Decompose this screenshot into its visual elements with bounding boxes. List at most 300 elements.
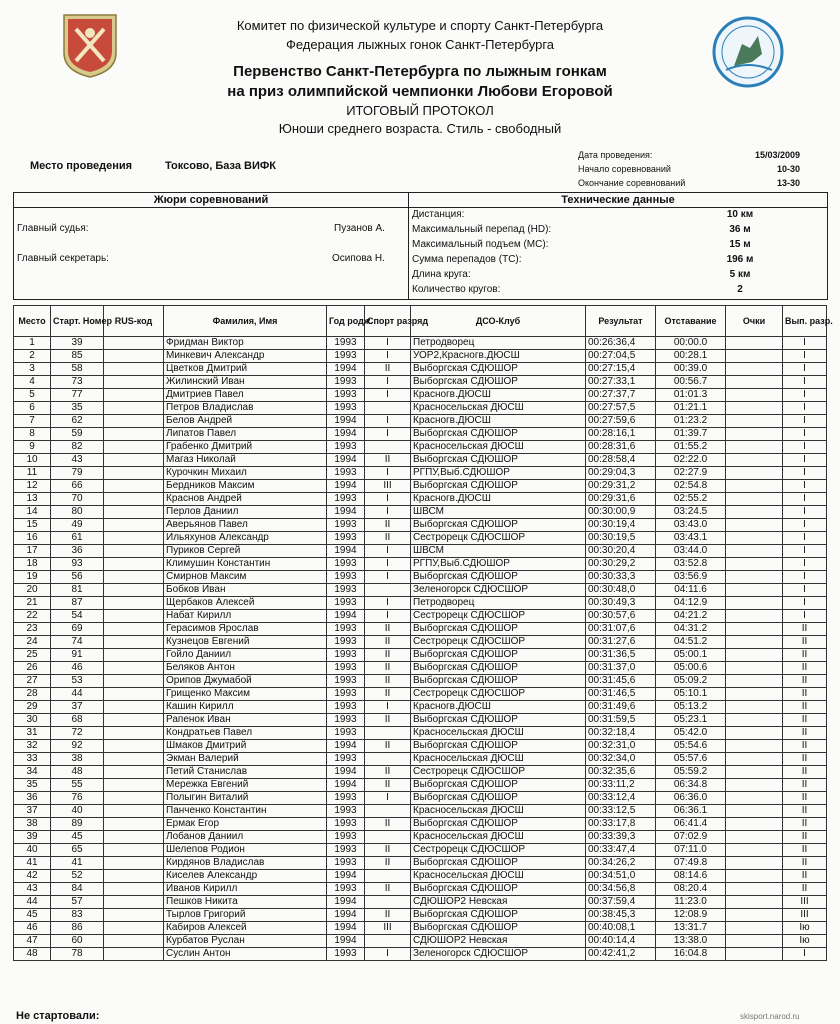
table-row [14, 662, 827, 675]
cell-rus-code [104, 831, 164, 844]
cell-name: Грабенко Дмитрий [164, 441, 327, 454]
cell-name: Мережка Евгений [164, 779, 327, 792]
cell-place: 18 [14, 558, 51, 571]
cell-rank [365, 805, 411, 818]
cell-rus-code [104, 493, 164, 506]
cell-club: УОР2,Красногв.ДЮСШ [411, 350, 586, 363]
cell-place: 31 [14, 727, 51, 740]
cell-achieved-rank: I [783, 428, 827, 441]
cell-rank: II [365, 688, 411, 701]
chief-judge-label: Главный судья: [17, 223, 89, 234]
cell-rank: II [365, 662, 411, 675]
cell-name: Кашин Кирилл [164, 701, 327, 714]
cell-club: Выборгская СДЮШОР [411, 480, 586, 493]
cell-rank: I [365, 948, 411, 961]
cell-achieved-rank: I [783, 571, 827, 584]
cell-achieved-rank: Iю [783, 935, 827, 948]
cell-rank: II [365, 623, 411, 636]
cell-points [726, 415, 783, 428]
table-row [14, 376, 827, 389]
cell-year: 1993 [327, 571, 365, 584]
cell-result: 00:26:36,4 [586, 337, 656, 350]
cell-year: 1993 [327, 636, 365, 649]
cell-place: 34 [14, 766, 51, 779]
cell-gap: 02:27.9 [656, 467, 726, 480]
tech-value-laps: 2 [737, 284, 743, 295]
table-row [14, 714, 827, 727]
cell-result: 00:31:27,6 [586, 636, 656, 649]
cell-points [726, 571, 783, 584]
cell-bib: 43 [51, 454, 104, 467]
cell-result: 00:27:04,5 [586, 350, 656, 363]
cell-bib: 54 [51, 610, 104, 623]
table-row [14, 584, 827, 597]
cell-points [726, 363, 783, 376]
cell-points [726, 636, 783, 649]
cell-achieved-rank: I [783, 454, 827, 467]
tech-value-hd: 36 м [729, 224, 751, 235]
tech-label-mc: Максимальный подъем (МС): [412, 239, 549, 250]
cell-place: 38 [14, 818, 51, 831]
table-row [14, 545, 827, 558]
cell-rus-code [104, 636, 164, 649]
cell-points [726, 922, 783, 935]
cell-achieved-rank: I [783, 519, 827, 532]
tech-label-laps: Количество кругов: [412, 284, 501, 295]
cell-club: Выборгская СДЮШОР [411, 571, 586, 584]
cell-gap: 05:23.1 [656, 714, 726, 727]
table-row [14, 792, 827, 805]
cell-result: 00:42:41,2 [586, 948, 656, 961]
cell-name: Полыгин Виталий [164, 792, 327, 805]
cell-gap: 16:04.8 [656, 948, 726, 961]
coat-of-arms-logo [60, 13, 120, 79]
cell-name: Перлов Даниил [164, 506, 327, 519]
cell-bib: 62 [51, 415, 104, 428]
cell-year: 1993 [327, 818, 365, 831]
cell-gap: 04:11.6 [656, 584, 726, 597]
cell-rus-code [104, 818, 164, 831]
cell-name: Петров Владислав [164, 402, 327, 415]
cell-points [726, 714, 783, 727]
cell-points [726, 519, 783, 532]
cell-bib: 40 [51, 805, 104, 818]
cell-year: 1993 [327, 675, 365, 688]
cell-points [726, 649, 783, 662]
cell-club: Зеленогорск СДЮСШОР [411, 948, 586, 961]
cell-rank: II [365, 779, 411, 792]
cell-rus-code [104, 701, 164, 714]
cell-gap: 12:08.9 [656, 909, 726, 922]
cell-bib: 66 [51, 480, 104, 493]
cell-points [726, 740, 783, 753]
cell-club: Красносельская ДЮСШ [411, 402, 586, 415]
col-header-achieved-rank: Вып. разр. [783, 306, 827, 337]
cell-result: 00:29:31,2 [586, 480, 656, 493]
table-row [14, 493, 827, 506]
cell-club: Выборгская СДЮШОР [411, 649, 586, 662]
cell-bib: 52 [51, 870, 104, 883]
cell-year: 1993 [327, 831, 365, 844]
cell-place: 35 [14, 779, 51, 792]
cell-place: 40 [14, 844, 51, 857]
table-row [14, 883, 827, 896]
cell-rus-code [104, 740, 164, 753]
cell-bib: 78 [51, 948, 104, 961]
tech-value-tc: 196 м [726, 254, 754, 265]
cell-year: 1994 [327, 779, 365, 792]
cell-club: Выборгская СДЮШОР [411, 714, 586, 727]
cell-rus-code [104, 714, 164, 727]
cell-name: Беляков Антон [164, 662, 327, 675]
cell-gap: 01:01.3 [656, 389, 726, 402]
cell-gap: 05:42.0 [656, 727, 726, 740]
ski-federation-logo [712, 14, 784, 90]
cell-points [726, 623, 783, 636]
cell-name: Гойло Даниил [164, 649, 327, 662]
cell-year: 1993 [327, 597, 365, 610]
cell-achieved-rank: II [783, 636, 827, 649]
cell-gap: 07:49.8 [656, 857, 726, 870]
cell-bib: 77 [51, 389, 104, 402]
cell-year: 1994 [327, 922, 365, 935]
cell-year: 1994 [327, 363, 365, 376]
cell-place: 26 [14, 662, 51, 675]
cell-gap: 01:55.2 [656, 441, 726, 454]
cell-club: ШВСМ [411, 506, 586, 519]
cell-club: Красногв.ДЮСШ [411, 701, 586, 714]
cell-name: Иванов Кирилл [164, 883, 327, 896]
cell-bib: 55 [51, 779, 104, 792]
cell-points [726, 389, 783, 402]
cell-result: 00:30:49,3 [586, 597, 656, 610]
table-row [14, 701, 827, 714]
cell-bib: 87 [51, 597, 104, 610]
cell-year: 1993 [327, 792, 365, 805]
cell-result: 00:34:51,0 [586, 870, 656, 883]
cell-club: СДЮШОР2 Невская [411, 896, 586, 909]
cell-achieved-rank: II [783, 779, 827, 792]
cell-name: Орипов Джумабой [164, 675, 327, 688]
cell-year: 1993 [327, 467, 365, 480]
cell-rank: II [365, 909, 411, 922]
cell-rus-code [104, 428, 164, 441]
cell-achieved-rank: I [783, 363, 827, 376]
tech-value-distance: 10 км [726, 209, 754, 220]
cell-points [726, 454, 783, 467]
cell-bib: 39 [51, 337, 104, 350]
cell-result: 00:31:37,0 [586, 662, 656, 675]
cell-gap: 13:38.0 [656, 935, 726, 948]
cell-result: 00:32:31,0 [586, 740, 656, 753]
cell-name: Шелепов Родион [164, 844, 327, 857]
table-row [14, 428, 827, 441]
cell-club: Зеленогорск СДЮСШОР [411, 584, 586, 597]
cell-name: Суслин Антон [164, 948, 327, 961]
cell-achieved-rank: II [783, 870, 827, 883]
cell-achieved-rank: II [783, 818, 827, 831]
cell-year: 1994 [327, 870, 365, 883]
cell-bib: 65 [51, 844, 104, 857]
cell-name: Краснов Андрей [164, 493, 327, 506]
table-row [14, 415, 827, 428]
chief-judge-name: Пузанов А. [334, 223, 385, 234]
cell-bib: 61 [51, 532, 104, 545]
end-value: 13-30 [776, 178, 800, 188]
cell-points [726, 909, 783, 922]
cell-rank: II [365, 636, 411, 649]
cell-club: Сестрорецк СДЮСШОР [411, 532, 586, 545]
cell-name: Смирнов Максим [164, 571, 327, 584]
cell-rus-code [104, 376, 164, 389]
table-row [14, 454, 827, 467]
cell-name: Жилинский Иван [164, 376, 327, 389]
cell-name: Курочкин Михаил [164, 467, 327, 480]
cell-result: 00:32:34,0 [586, 753, 656, 766]
cell-points [726, 376, 783, 389]
cell-rank: II [365, 454, 411, 467]
table-row [14, 831, 827, 844]
cell-year: 1994 [327, 610, 365, 623]
results-table [13, 305, 833, 961]
cell-gap: 05:00.1 [656, 649, 726, 662]
cell-place: 4 [14, 376, 51, 389]
cell-rank: I [365, 350, 411, 363]
cell-bib: 41 [51, 857, 104, 870]
cell-rank: II [365, 714, 411, 727]
cell-rank: I [365, 389, 411, 402]
cell-name: Липатов Павел [164, 428, 327, 441]
cell-rus-code [104, 597, 164, 610]
cell-place: 3 [14, 363, 51, 376]
cell-rank [365, 584, 411, 597]
cell-place: 24 [14, 636, 51, 649]
cell-rank: II [365, 818, 411, 831]
table-header-row [14, 306, 827, 337]
cell-place: 42 [14, 870, 51, 883]
cell-name: Панченко Константин [164, 805, 327, 818]
cell-result: 00:31:36,5 [586, 649, 656, 662]
table-row [14, 675, 827, 688]
cell-rank: I [365, 467, 411, 480]
cell-year: 1993 [327, 701, 365, 714]
cell-year: 1994 [327, 909, 365, 922]
cell-achieved-rank: II [783, 883, 827, 896]
cell-name: Грищенко Максим [164, 688, 327, 701]
cell-result: 00:27:33,1 [586, 376, 656, 389]
cell-achieved-rank: I [783, 545, 827, 558]
col-header-result: Результат [586, 306, 656, 337]
cell-place: 25 [14, 649, 51, 662]
cell-points [726, 675, 783, 688]
cell-achieved-rank: II [783, 662, 827, 675]
cell-rank: II [365, 844, 411, 857]
cell-gap: 05:57.6 [656, 753, 726, 766]
table-row [14, 688, 827, 701]
table-row [14, 506, 827, 519]
cell-place: 33 [14, 753, 51, 766]
cell-result: 00:28:16,1 [586, 428, 656, 441]
cell-place: 9 [14, 441, 51, 454]
cell-club: Красносельская ДЮСШ [411, 727, 586, 740]
cell-result: 00:30:48,0 [586, 584, 656, 597]
cell-name: Кузнецов Евгений [164, 636, 327, 649]
cell-points [726, 857, 783, 870]
cell-achieved-rank: II [783, 727, 827, 740]
cell-achieved-rank: I [783, 467, 827, 480]
table-row [14, 740, 827, 753]
cell-name: Набат Кирилл [164, 610, 327, 623]
table-row [14, 480, 827, 493]
jury-title: Жюри соревнований [14, 193, 408, 208]
cell-achieved-rank: I [783, 948, 827, 961]
cell-rank: III [365, 480, 411, 493]
cell-bib: 68 [51, 714, 104, 727]
cell-year: 1993 [327, 948, 365, 961]
cell-rank: II [365, 532, 411, 545]
cell-place: 11 [14, 467, 51, 480]
cell-name: Бердников Максим [164, 480, 327, 493]
cell-bib: 36 [51, 545, 104, 558]
cell-bib: 72 [51, 727, 104, 740]
cell-rank: I [365, 558, 411, 571]
cell-points [726, 831, 783, 844]
cell-bib: 92 [51, 740, 104, 753]
cell-gap: 07:11.0 [656, 844, 726, 857]
cell-points [726, 701, 783, 714]
cell-bib: 89 [51, 818, 104, 831]
cell-name: Тырлов Григорий [164, 909, 327, 922]
cell-place: 17 [14, 545, 51, 558]
cell-year: 1993 [327, 883, 365, 896]
cell-bib: 59 [51, 428, 104, 441]
cell-rank [365, 727, 411, 740]
cell-rus-code [104, 467, 164, 480]
cell-rank: II [365, 857, 411, 870]
cell-rank [365, 441, 411, 454]
cell-bib: 56 [51, 571, 104, 584]
cell-rank: I [365, 376, 411, 389]
cell-place: 13 [14, 493, 51, 506]
cell-rank: II [365, 740, 411, 753]
cell-rank [365, 935, 411, 948]
cell-result: 00:29:04,3 [586, 467, 656, 480]
tech-label-distance: Дистанция: [412, 209, 465, 220]
cell-gap: 03:43.0 [656, 519, 726, 532]
cell-club: Выборгская СДЮШОР [411, 922, 586, 935]
cell-rus-code [104, 571, 164, 584]
cell-place: 7 [14, 415, 51, 428]
cell-place: 8 [14, 428, 51, 441]
cell-gap: 01:21.1 [656, 402, 726, 415]
cell-bib: 82 [51, 441, 104, 454]
cell-club: Выборгская СДЮШОР [411, 779, 586, 792]
cell-club: Выборгская СДЮШОР [411, 662, 586, 675]
cell-achieved-rank: I [783, 480, 827, 493]
cell-rank: I [365, 597, 411, 610]
cell-rus-code [104, 909, 164, 922]
cell-achieved-rank: II [783, 857, 827, 870]
cell-points [726, 883, 783, 896]
table-row [14, 844, 827, 857]
table-row [14, 805, 827, 818]
cell-club: Красносельская ДЮСШ [411, 831, 586, 844]
col-header-gap: Отставание [656, 306, 726, 337]
cell-rus-code [104, 935, 164, 948]
cell-place: 15 [14, 519, 51, 532]
cell-bib: 35 [51, 402, 104, 415]
cell-points [726, 337, 783, 350]
cell-rank: I [365, 792, 411, 805]
tech-label-tc: Сумма перепадов (ТС): [412, 254, 522, 265]
cell-result: 00:30:29,2 [586, 558, 656, 571]
cell-achieved-rank: II [783, 675, 827, 688]
cell-year: 1994 [327, 454, 365, 467]
cell-gap: 05:10.1 [656, 688, 726, 701]
cell-name: Минкевич Александр [164, 350, 327, 363]
cell-points [726, 818, 783, 831]
cell-bib: 84 [51, 883, 104, 896]
cell-points [726, 428, 783, 441]
cell-year: 1993 [327, 662, 365, 675]
table-row [14, 597, 827, 610]
cell-place: 28 [14, 688, 51, 701]
cell-rus-code [104, 402, 164, 415]
cell-year: 1993 [327, 402, 365, 415]
cell-year: 1993 [327, 688, 365, 701]
cell-rank: II [365, 649, 411, 662]
cell-name: Ильяхунов Александр [164, 532, 327, 545]
cell-points [726, 753, 783, 766]
cell-bib: 76 [51, 792, 104, 805]
cell-result: 00:40:08,1 [586, 922, 656, 935]
cell-year: 1993 [327, 376, 365, 389]
cell-points [726, 493, 783, 506]
cell-points [726, 779, 783, 792]
cell-points [726, 662, 783, 675]
cell-result: 00:27:57,5 [586, 402, 656, 415]
cell-achieved-rank: II [783, 766, 827, 779]
cell-rus-code [104, 350, 164, 363]
cell-place: 27 [14, 675, 51, 688]
cell-points [726, 467, 783, 480]
cell-rus-code [104, 610, 164, 623]
cell-rank: I [365, 506, 411, 519]
cell-name: Кирдянов Владислав [164, 857, 327, 870]
cell-gap: 13:31.7 [656, 922, 726, 935]
cell-result: 00:30:33,3 [586, 571, 656, 584]
title-line-1: Первенство Санкт-Петербурга по лыжным гонкам [233, 63, 607, 80]
cell-place: 23 [14, 623, 51, 636]
cell-points [726, 935, 783, 948]
category-title: Юноши среднего возраста. Стиль - свободный [278, 121, 562, 136]
cell-achieved-rank: I [783, 376, 827, 389]
cell-place: 12 [14, 480, 51, 493]
cell-rus-code [104, 584, 164, 597]
cell-rus-code [104, 727, 164, 740]
cell-rank: I [365, 610, 411, 623]
cell-rank: I [365, 571, 411, 584]
cell-result: 00:37:59,4 [586, 896, 656, 909]
cell-achieved-rank: II [783, 792, 827, 805]
cell-place: 46 [14, 922, 51, 935]
cell-year: 1994 [327, 766, 365, 779]
cell-rus-code [104, 532, 164, 545]
cell-gap: 05:54.6 [656, 740, 726, 753]
cell-result: 00:27:59,6 [586, 415, 656, 428]
cell-rus-code [104, 662, 164, 675]
cell-name: Пуриков Сергей [164, 545, 327, 558]
